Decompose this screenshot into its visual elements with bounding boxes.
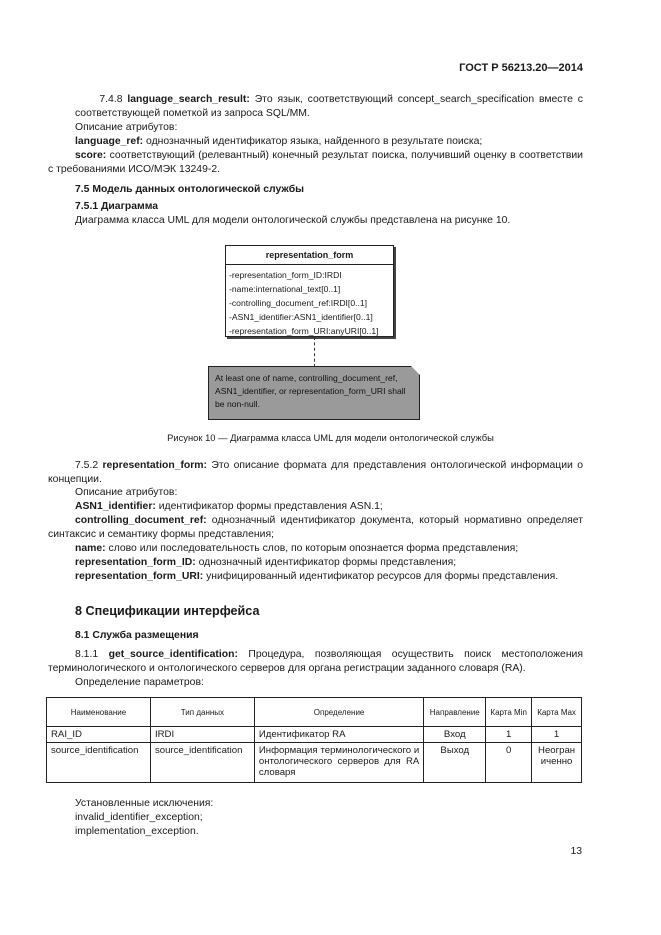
- table-cell: Информация терминологического и онтологического серверов для RA словаря: [254, 743, 423, 783]
- attr-term: ASN1_identifier:: [75, 501, 156, 512]
- attr-representation-form-uri: [48, 570, 583, 584]
- figure-caption: Рисунок 10 — Диаграмма класса UML для модели онтологической службы: [167, 432, 494, 443]
- attr-term: name:: [75, 543, 106, 554]
- table-row: [47, 727, 582, 743]
- term-definition: Это описание формата для представления онтологической информации о концепции.: [48, 460, 583, 485]
- section-number: 7.5.2: [75, 460, 103, 471]
- document-header: ГОСТ Р 56213.20—2014: [459, 62, 583, 74]
- attr-text: идентификатор формы представления ASN.1;: [155, 501, 383, 512]
- uml-attribute: -ASN1_identifier:ASN1_identifier[0..1]: [229, 312, 373, 322]
- note-fold-corner: [411, 366, 420, 375]
- table-cell: 1: [486, 727, 532, 743]
- table-header-row: [47, 698, 582, 727]
- params-title: Определение параметров:: [75, 677, 204, 688]
- table-cell: Идентификатор RA: [254, 727, 423, 743]
- term: language_search_result:: [127, 94, 250, 105]
- table-cell: Неограниченно: [532, 743, 582, 783]
- attr-controlling-document-ref: [48, 514, 583, 542]
- term: get_source_identification:: [108, 649, 238, 660]
- section-title-81: 8.1 Служба размещения: [75, 630, 199, 641]
- table-cell: Вход: [424, 727, 486, 743]
- table-cell: 1: [532, 727, 582, 743]
- uml-attribute: -representation_form_ID:IRDI: [229, 270, 342, 280]
- attr-asn1-identifier: [75, 500, 583, 514]
- section-title-8: 8 Спецификации интерфейса: [75, 604, 260, 618]
- section-number: 7.4.8: [99, 94, 128, 105]
- attr-representation-form-id: [75, 556, 583, 570]
- table-header: Карта Min: [486, 698, 532, 727]
- table-header: Карта Max: [532, 698, 582, 727]
- attr-text: унифицированный идентификатор ресурсов для формы представления.: [203, 571, 559, 582]
- uml-note-text: At least one of name, controlling_document_ref, ASN1_identifier, or representation_form_URI shall be non-null.: [215, 373, 406, 409]
- table-cell: Выход: [424, 743, 486, 783]
- paragraph-751: Диаграмма класса UML для модели онтологической службы представлена на рисунке 10.: [75, 215, 511, 226]
- parameters-table: [46, 697, 582, 783]
- attr-score: [48, 149, 583, 177]
- page-number: 13: [570, 846, 582, 857]
- paragraph-752: [48, 459, 583, 487]
- attr-term: score:: [75, 150, 107, 161]
- uml-class-name: representation_form: [226, 246, 393, 265]
- uml-attribute: -controlling_document_ref:IRDI[0..1]: [229, 298, 368, 308]
- attr-term: representation_form_URI:: [75, 571, 204, 582]
- table-cell: RAI_ID: [47, 727, 151, 743]
- section-title-75: 7.5 Модель данных онтологической службы: [75, 184, 305, 195]
- table-header: Определение: [254, 698, 423, 727]
- attr-text: слово или последовательность слов, по которым опознается форма представления;: [105, 543, 519, 554]
- table-cell: IRDI: [150, 727, 254, 743]
- uml-note-connector: [314, 337, 315, 367]
- table-cell: source_identification: [150, 743, 254, 783]
- attr-text: однозначный идентификатор формы представления;: [195, 557, 457, 568]
- table-cell: 0: [486, 743, 532, 783]
- attr-language-ref: [75, 135, 583, 149]
- attrs-title-752: Описание атрибутов:: [75, 487, 178, 498]
- attr-text: однозначный идентификатор документа, который нормативно определяет синтаксис и семантику формы представления;: [48, 515, 583, 540]
- table-header: Направление: [424, 698, 486, 727]
- uml-attribute: -representation_form_URI:anyURI[0..1]: [229, 326, 379, 336]
- attr-term: representation_form_ID:: [75, 557, 196, 568]
- section-number: 8.1.1: [75, 649, 109, 660]
- attr-name: [75, 542, 583, 556]
- uml-attribute: -name:international_text[0..1]: [229, 284, 341, 294]
- attr-text: однозначный идентификатор языка, найденного в результате поиска;: [143, 136, 483, 147]
- term-definition: Процедура, позволяющая осуществить поиск местоположения терминологического и онтологического серверов для органа регистрации заданного словаря (RA).: [48, 649, 583, 674]
- table-cell: source_identification: [47, 743, 151, 783]
- term-definition: Это язык, соответствующий concept_search_specification вместе с соответствующей пометкой из запроса SQL/MM.: [75, 94, 583, 119]
- table-row: [47, 743, 582, 783]
- term: representation_form:: [102, 460, 207, 471]
- table-header: Тип данных: [150, 698, 254, 727]
- section-title-751: 7.5.1 Диаграмма: [75, 201, 159, 212]
- attr-text: соответствующий (релевантный) конечный результат поиска, получивший оценку в соответствии с требованиями ИСО/МЭК 13249-2.: [48, 150, 583, 175]
- paragraph-748: [75, 93, 583, 121]
- uml-note: [208, 366, 420, 420]
- attr-term: controlling_document_ref:: [75, 515, 207, 526]
- table-header: Наименование: [47, 698, 151, 727]
- uml-class-box: [225, 245, 394, 337]
- attrs-title-748: Описание атрибутов:: [75, 122, 178, 133]
- attr-term: language_ref:: [75, 136, 144, 147]
- exceptions-title: Установленные исключения:: [75, 798, 214, 809]
- exception-item: invalid_identifier_exception;: [75, 812, 203, 823]
- paragraph-811: [48, 648, 583, 676]
- exception-item: implementation_exception.: [75, 826, 199, 837]
